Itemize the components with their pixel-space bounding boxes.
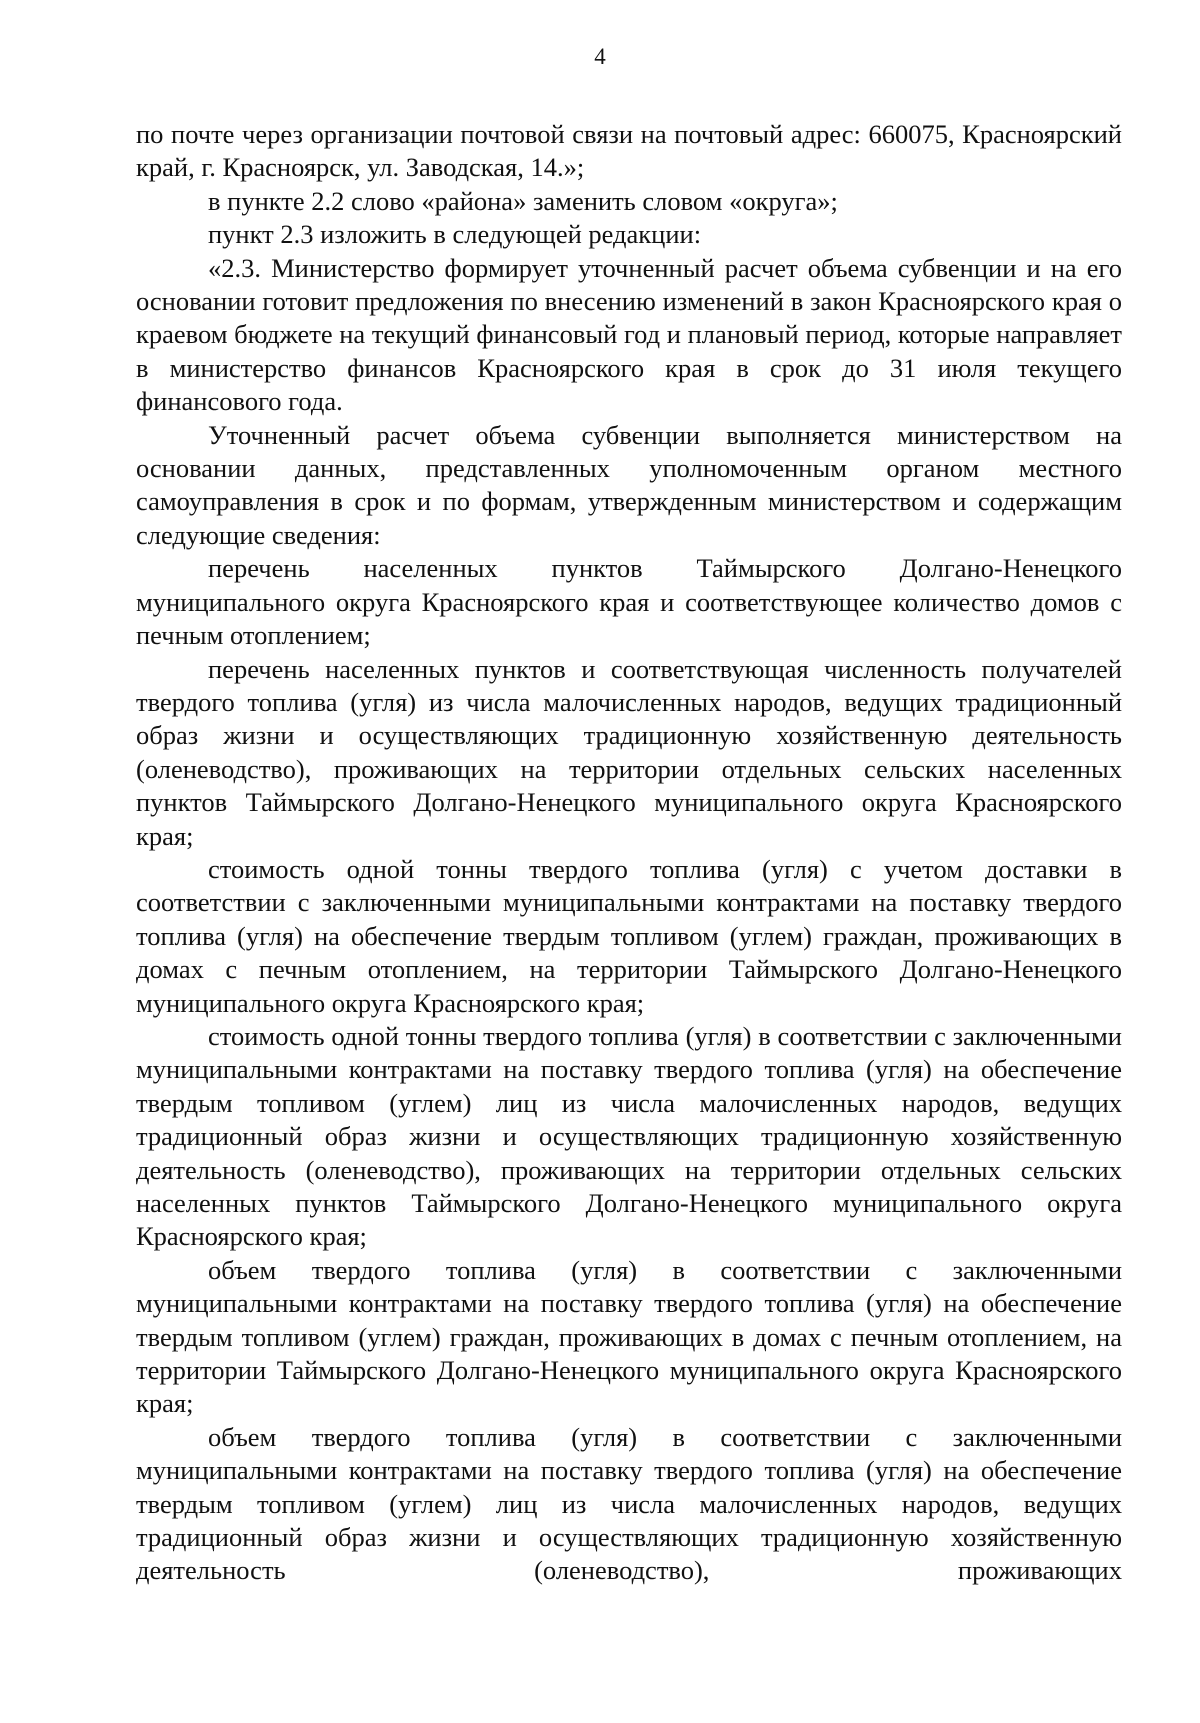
paragraph-item-2-2: в пункте 2.2 слово «района» заменить словом «округа»; — [208, 185, 838, 216]
paragraph-list-settlements: перечень населенных пунктов Таймырского Долгано-Ненецкого муниципального округа Красноярского края и соответствующее количество домов с печным отоплением; — [136, 553, 1122, 651]
paragraph-postal-address: по почте через организации почтовой связи на почтовый адрес: 660075, Красноярский край, г. Красноярск, ул. Заводская, 14.»; — [136, 119, 1122, 183]
paragraph-cost-indigenous: стоимость одной тонны твердого топлива (угля) в соответствии с заключенными муниципальными контрактами на поставку твердого топлива (угля) на обеспечение твердым топливом (углем) лиц из числа малочисленных народов, ведущих традиционный образ жизни и осуществляющих традиционную хозяйственную деятельность (оленеводство), проживающих на территории отдельных сельских населенных пунктов Таймырского Долгано-Ненецкого муниципального округа Красноярского края; — [136, 1020, 1122, 1252]
paragraph-volume-indigenous: объем твердого топлива (угля) в соответствии с заключенными муниципальными контрактами на поставку твердого топлива (угля) на обеспечение твердым топливом (углем) лиц из числа малочисленных народов, ведущих традиционный образ жизни и осуществляющих традиционную хозяйственную деятельность (оленеводство), проживающих — [136, 1421, 1122, 1586]
paragraph-item-2-3-text: «2.3. Министерство формирует уточненный расчет объема субвенции и на его основании готовит предложения по внесению изменений в закон Красноярского края о краевом бюджете на текущий финансовый год и плановый период, которые направляет в министерство финансов Красноярского края в срок до 31 июля текущего финансового года. — [136, 252, 1122, 417]
paragraph-volume-citizens: объем твердого топлива (угля) в соответствии с заключенными муниципальными контрактами на поставку твердого топлива (угля) на обеспечение твердым топливом (углем) граждан, проживающих в домах с печным отоплением, на территории Таймырского Долгано-Ненецкого муниципального округа Красноярского края; — [136, 1254, 1122, 1419]
page-number: 4 — [594, 44, 606, 69]
paragraph-item-2-3-intro: пункт 2.3 изложить в следующей редакции: — [208, 219, 702, 250]
paragraph-calculation: Уточненный расчет объема субвенции выполняется министерством на основании данных, представленных уполномоченным органом местного самоуправления в срок и по формам, утвержденным министерством и содержащим следующие сведения: — [136, 419, 1122, 550]
paragraph-cost-citizens: стоимость одной тонны твердого топлива (угля) с учетом доставки в соответствии с заключенными муниципальными контрактами на поставку твердого топлива (угля) на обеспечение твердым топливом (углем) граждан, проживающих в домах с печным отоплением, на территории Таймырского Долгано-Ненецкого муниципального округа Красноярского края; — [136, 853, 1122, 1018]
paragraph-list-recipients: перечень населенных пунктов и соответствующая численность получателей твердого топлива (угля) из числа малочисленных народов, ведущих традиционный образ жизни и осуществляющих традиционную хозяйственную деятельность (оленеводство), проживающих на территории отдельных сельских населенных пунктов Таймырского Долгано-Ненецкого муниципального округа Красноярского края; — [136, 653, 1122, 851]
document-body — [136, 118, 1122, 1588]
